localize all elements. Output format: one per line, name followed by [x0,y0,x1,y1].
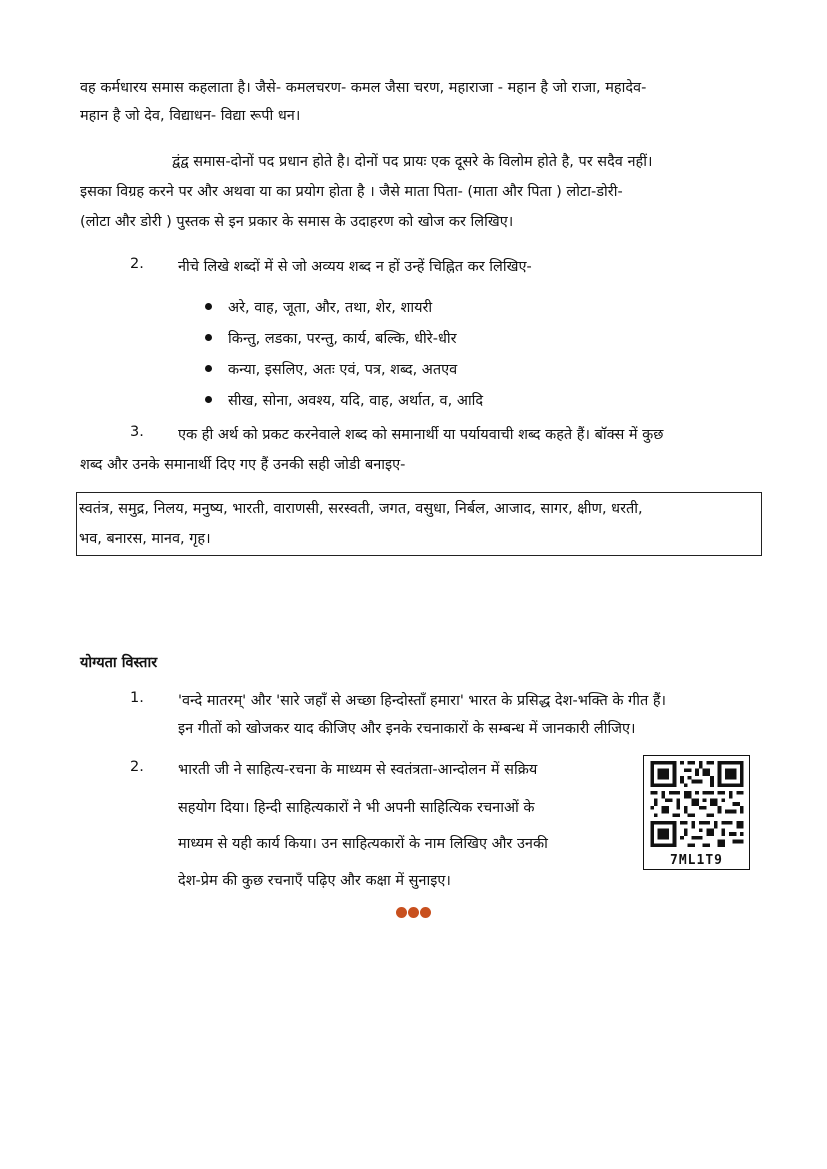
q2-item-text: किन्तु, लडका, परन्तु, कार्य, बल्कि, धीरे-धीर [228,331,457,347]
ornament-dot [408,907,419,918]
section-item2-line3: माध्यम से यही कार्य किया। उन साहित्यकारों के नाम लिखिए और उनकी [178,836,548,852]
para2-line1: द्वंद्व समास-दोनों पद प्रधान होते है। दोनों पद प्रायः एक दूसरे के विलोम होते है, पर सदैव नहीं। [172,154,653,170]
q2-text: नीचे लिखे शब्दों में से जो अव्यय शब्द न हों उन्हें चिह्नित कर लिखिए- [178,259,532,275]
qr-code[interactable] [643,755,750,870]
section-item2-number: 2. [130,759,144,775]
bullet-icon [205,303,212,310]
word-box-line1: स्वतंत्र, समुद्र, निलय, मनुष्य, भारती, वाराणसी, सरस्वती, जगत, वसुधा, निर्बल, आजाद, सागर, क्षीण, धरती, [79,501,643,517]
bullet-icon [205,365,212,372]
q3-number: 3. [130,424,144,440]
q2-bullet-item [205,328,457,348]
para1-line2: महान है जो देव, विद्याधन- विद्या रूपी धन। [80,108,301,124]
bullet-icon [205,334,212,341]
section-item2-line2: सहयोग दिया। हिन्दी साहित्यकारों ने भी अपनी साहित्यिक रचनाओं के [178,800,535,816]
section-item1-line2: इन गीतों को खोजकर याद कीजिए और इनके रचनाकारों के सम्बन्ध में जानकारी लीजिए। [178,721,636,737]
ornament-dot [420,907,431,918]
word-box [76,492,762,556]
qr-code-icon [650,761,744,847]
bullet-icon [205,396,212,403]
q2-item-text: सीख, सोना, अवश्य, यदि, वाह, अर्थात, व, आदि [228,393,484,409]
q2-bullet-item [205,297,432,317]
para2-line3: (लोटा और डोरी ) पुस्तक से इन प्रकार के समास के उदाहरण को खोज कर लिखिए। [80,214,514,230]
q2-bullet-item [205,390,483,410]
section-item1-line1: 'वन्दे मातरम्' और 'सारे जहाँ से अच्छा हिन्दोस्ताँ हमारा' भारत के प्रसिद्ध देश-भक्ति के गीत हैं। [178,693,667,709]
q3-line1: एक ही अर्थ को प्रकट करनेवाले शब्द को समानार्थी या पर्यायवाची शब्द कहते हैं। बॉक्स में कुछ [178,427,664,443]
section-item2-line1: भारती जी ने साहित्य-रचना के माध्यम से स्वतंत्रता-आन्दोलन में सक्रिय [178,762,538,778]
ornament-dot [396,907,407,918]
footer-ornament-icon [396,903,432,922]
q2-number: 2. [130,256,144,272]
para1-line1: वह कर्मधारय समास कहलाता है। जैसे- कमलचरण- कमल जैसा चरण, महाराजा - महान है जो राजा, महादेव- [80,80,647,96]
q2-item-text: अरे, वाह, जूता, और, तथा, शेर, शायरी [228,300,433,316]
qr-code-label: 7ML1T9 [670,853,723,868]
section-heading: योग्यता विस्तार [80,655,158,671]
para2-line2: इसका विग्रह करने पर और अथवा या का प्रयोग होता है । जैसे माता पिता- (माता और पिता ) लोटा-डोरी- [80,184,623,200]
q3-line2: शब्द और उनके समानार्थी दिए गए हैं उनकी सही जोडी बनाइए- [80,457,406,473]
q2-item-text: कन्या, इसलिए, अतः एवं, पत्र, शब्द, अतएव [228,362,458,378]
q2-bullet-item [205,359,457,379]
section-item1-number: 1. [130,690,144,706]
word-box-line2: भव, बनारस, मानव, गृह। [79,531,211,547]
section-item2-line4: देश-प्रेम की कुछ रचनाएँ पढ़िए और कक्षा में सुनाइए। [178,873,451,889]
